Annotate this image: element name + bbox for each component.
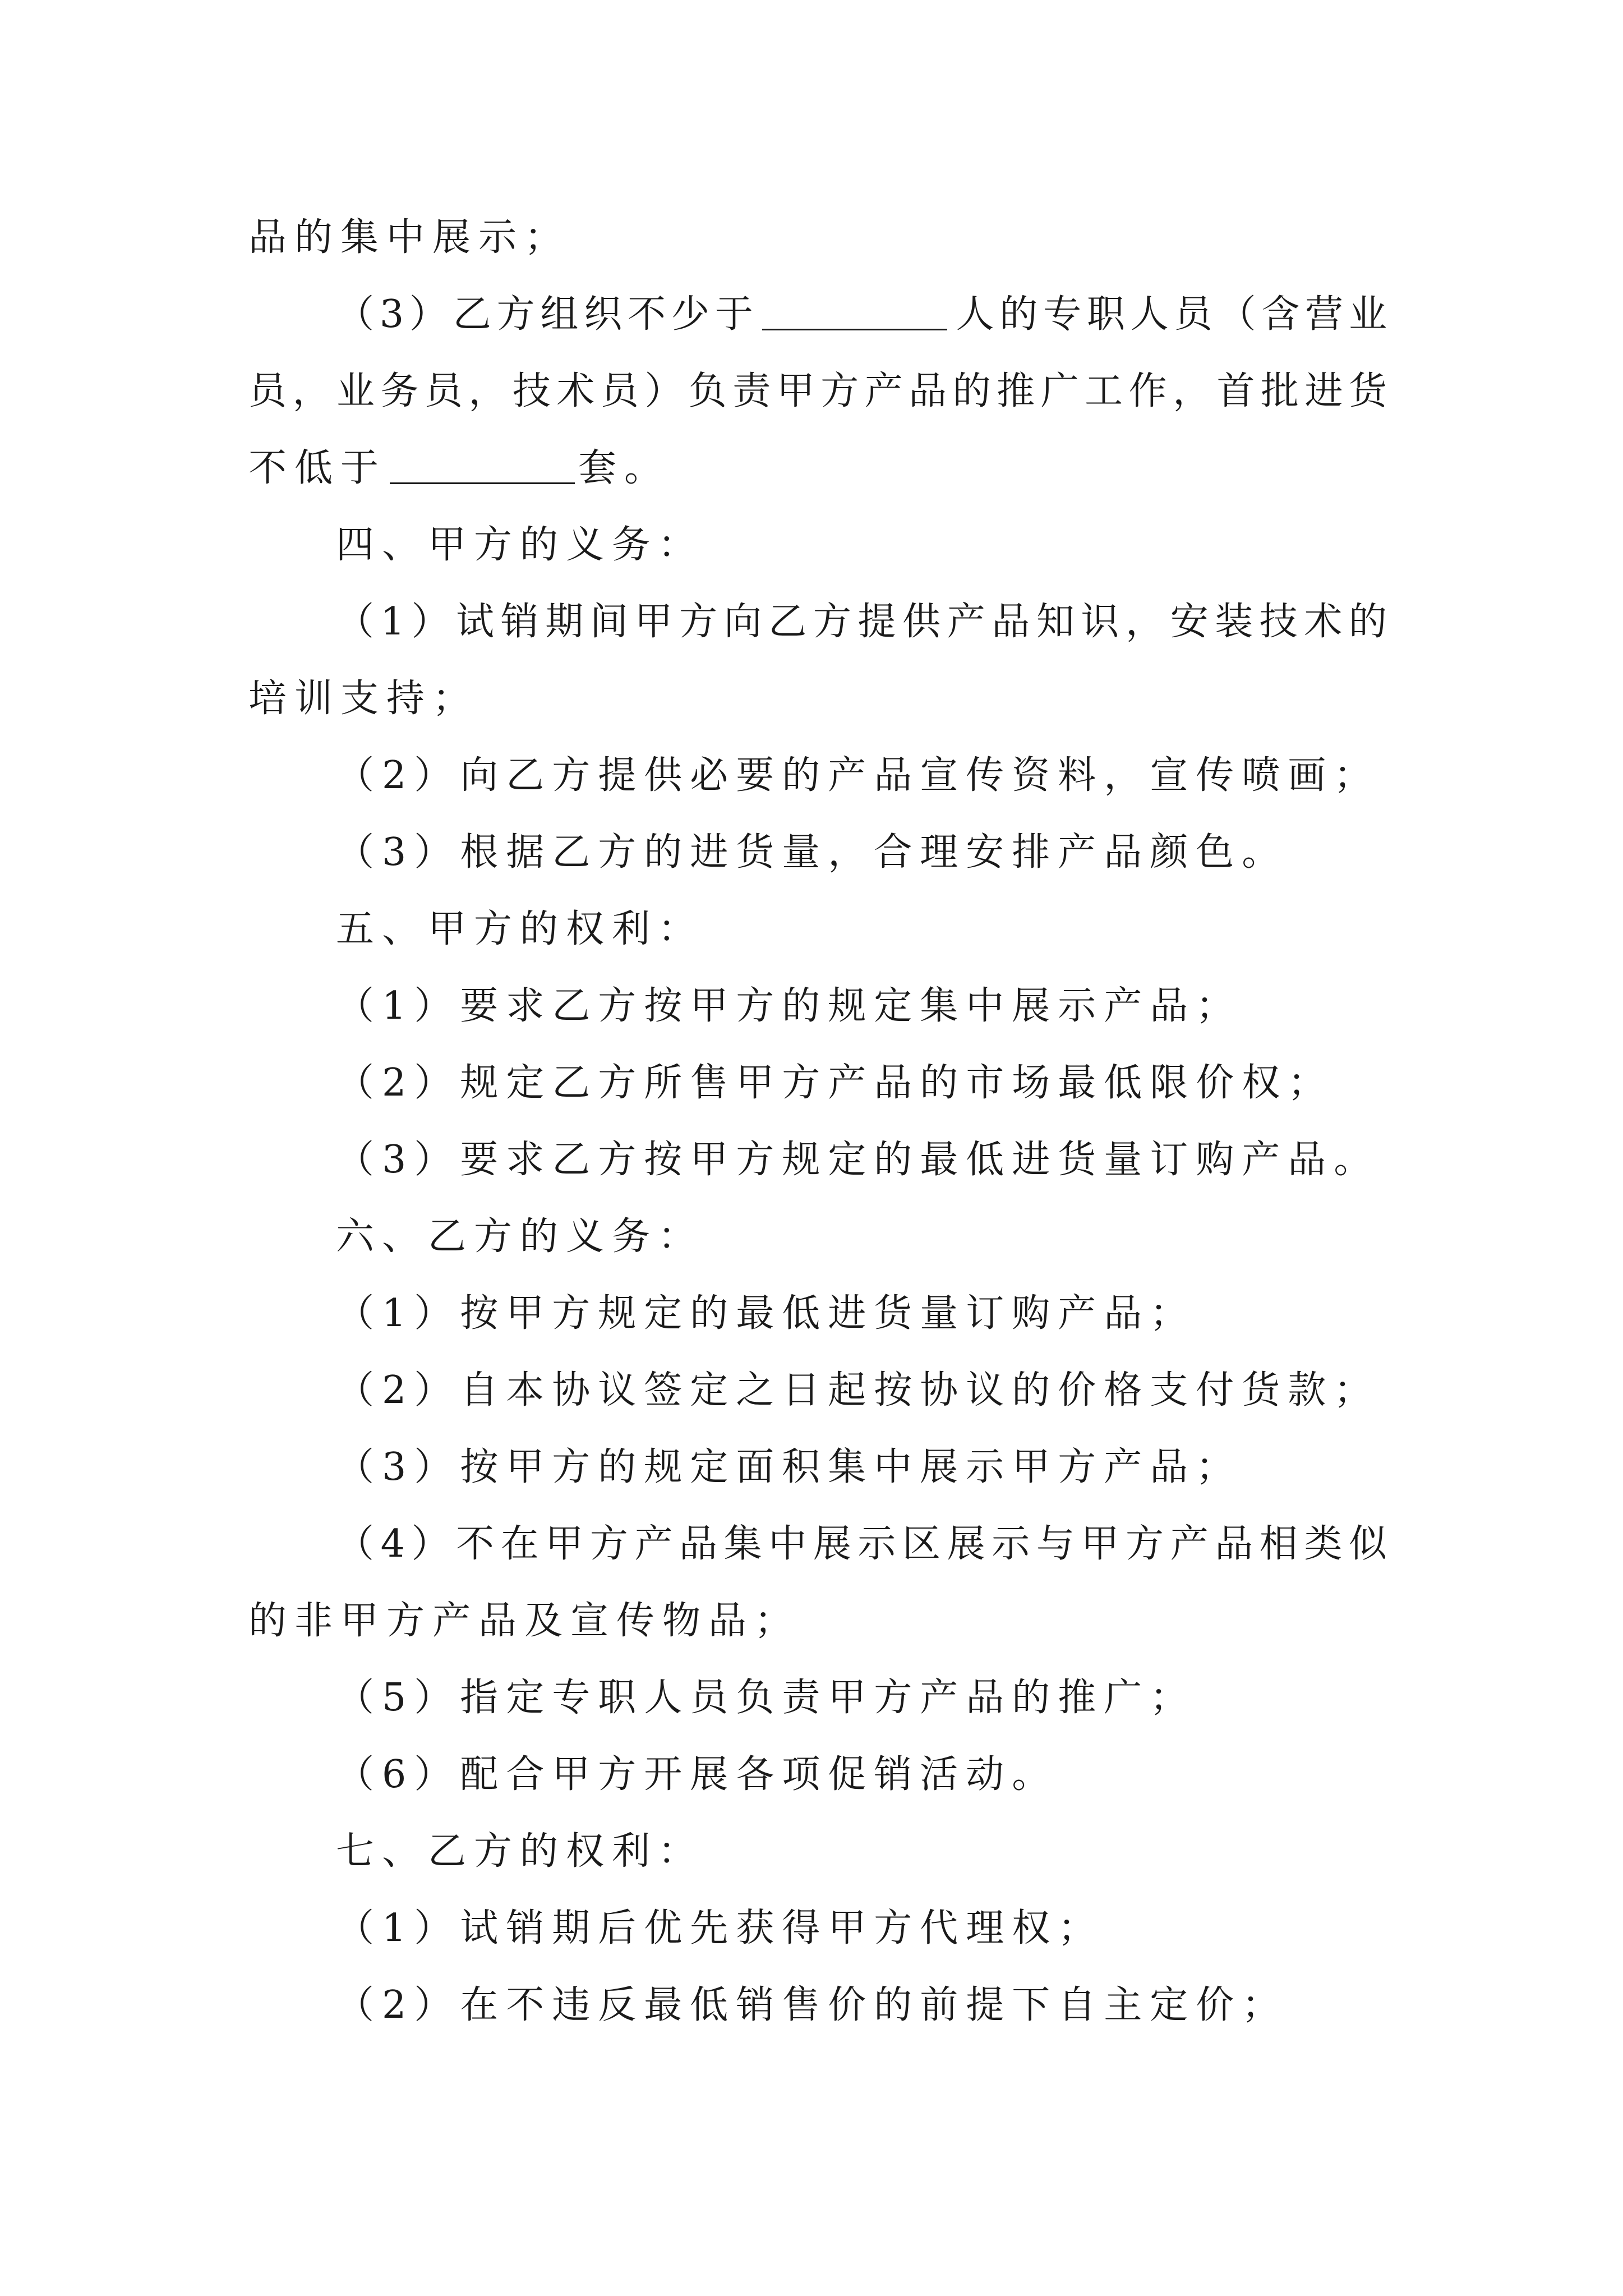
fill-in-blank[interactable] (390, 438, 575, 484)
line-text: 人的专职人员（含营业 (950, 292, 1387, 337)
paragraph-line: 品的集中展示； (248, 215, 571, 260)
section-heading: 五、甲方的权利： (336, 907, 704, 951)
paragraph-line: （1）按甲方规定的最低进货量订购产品； (336, 1291, 1196, 1336)
paragraph-line: （5）指定专职人员负责甲方产品的推广； (336, 1676, 1196, 1720)
paragraph-line: （1）试销期后优先获得甲方代理权； (336, 1906, 1104, 1950)
line-text: （3）乙方组织不少于 (336, 292, 759, 337)
paragraph-line: （2）在不违反最低销售价的前提下自主定价； (336, 1983, 1288, 2027)
paragraph-line: （1）要求乙方按甲方的规定集中展示产品； (336, 984, 1242, 1028)
paragraph-line: （3）按甲方的规定面积集中展示甲方产品； (336, 1445, 1242, 1489)
section-heading: 六、乙方的义务： (336, 1214, 704, 1259)
section-heading: 七、乙方的权利： (336, 1829, 704, 1874)
line-text: 套。 (578, 446, 671, 490)
paragraph-line: （2）自本协议签定之日起按协议的价格支付货款； (336, 1368, 1380, 1412)
paragraph-line: （3）要求乙方按甲方规定的最低进货量订购产品。 (336, 1138, 1380, 1182)
paragraph-line: 的非甲方产品及宣传物品； (248, 1599, 801, 1643)
section-heading: 四、甲方的义务： (336, 523, 704, 567)
paragraph-line: （2）规定乙方所售甲方产品的市场最低限价权； (336, 1061, 1334, 1105)
paragraph-line: 培训支持； (248, 677, 479, 721)
paragraph-line: （2）向乙方提供必要的产品宣传资料，宣传喷画； (336, 753, 1380, 798)
document-body (248, 199, 1387, 2044)
paragraph-line: 员，业务员，技术员）负责甲方产品的推广工作，首批进货 (248, 369, 1387, 413)
paragraph-line: （4）不在甲方产品集中展示区展示与甲方产品相类似 (336, 1522, 1387, 1566)
paragraph-line: （1）试销期间甲方向乙方提供产品知识，安装技术的 (336, 600, 1387, 644)
paragraph-line: （3）根据乙方的进货量，合理安排产品颜色。 (336, 830, 1288, 875)
line-text: 不低于 (248, 446, 387, 490)
paragraph-line: （6）配合甲方开展各项促销活动。 (336, 1752, 1058, 1797)
paragraph-line (248, 276, 1387, 353)
fill-in-blank[interactable] (762, 284, 947, 330)
paragraph-line (248, 430, 1387, 507)
